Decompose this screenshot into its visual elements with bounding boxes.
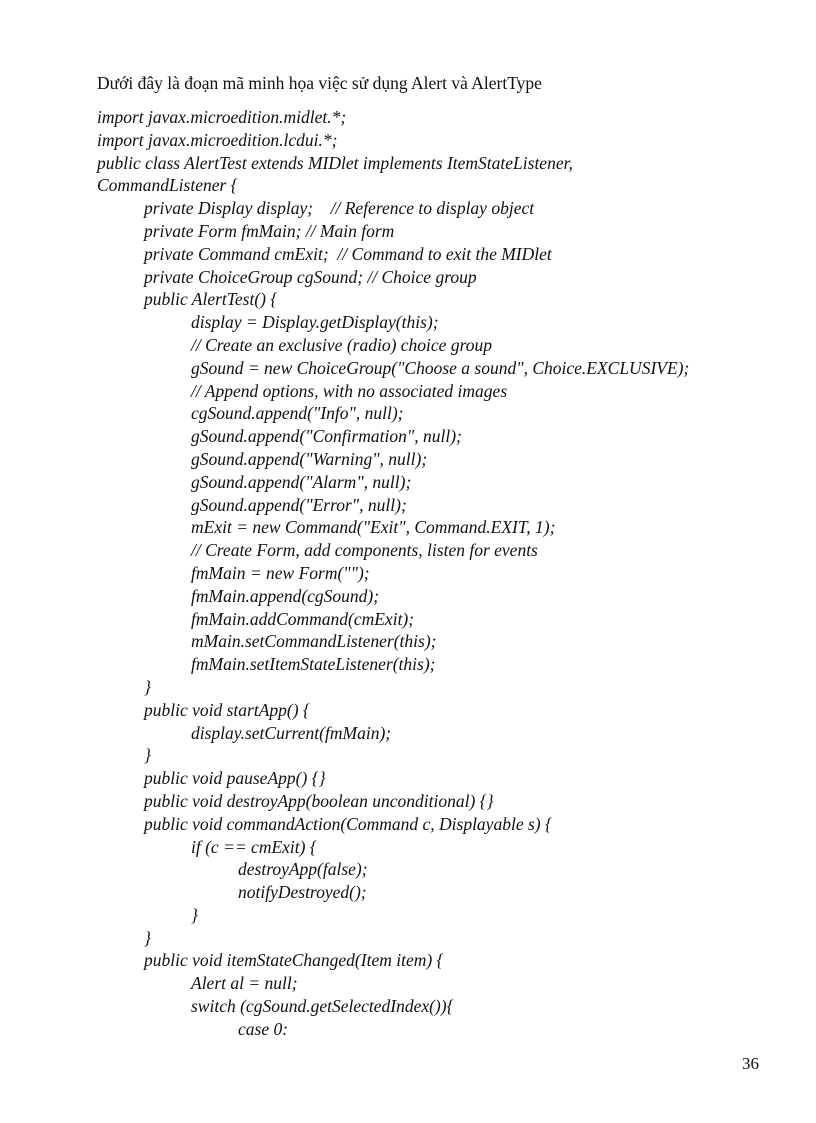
- code-line: // Create Form, add components, listen for events: [191, 540, 538, 561]
- code-line: // Append options, with no associated images: [191, 380, 508, 401]
- code-line: private Display display; // Reference to display object: [144, 198, 535, 219]
- code-line: import javax.microedition.lcdui.*;: [97, 129, 338, 150]
- code-line: fmMain.setItemStateListener(this);: [191, 654, 436, 675]
- code-line: switch (cgSound.getSelectedIndex()){: [191, 996, 454, 1017]
- code-line: private ChoiceGroup cgSound; // Choice group: [144, 266, 477, 287]
- code-line: CommandListener {: [97, 175, 238, 196]
- code-line: public AlertTest() {: [144, 289, 278, 310]
- code-line: import javax.microedition.midlet.*;: [97, 107, 347, 127]
- code-line: cgSound.append("Info", null);: [191, 403, 404, 424]
- code-line: public class AlertTest extends MIDlet implements ItemStateListener,: [97, 152, 573, 173]
- code-line: case 0:: [238, 1018, 289, 1039]
- code-line: public void pauseApp() {}: [144, 768, 326, 789]
- code-line: public void commandAction(Command c, Displayable s) {: [144, 813, 552, 834]
- code-line: mMain.setCommandListener(this);: [191, 631, 437, 652]
- code-line: Alert al = null;: [191, 973, 298, 994]
- code-line: gSound.append("Error", null);: [191, 494, 407, 515]
- code-line: public void destroyApp(boolean unconditional) {}: [144, 790, 494, 811]
- code-line: notifyDestroyed();: [238, 882, 367, 903]
- code-line: gSound = new ChoiceGroup("Choose a sound", Choice.EXCLUSIVE);: [191, 357, 690, 378]
- code-line: public void startApp() {: [144, 699, 310, 720]
- intro-paragraph: Dưới đây là đoạn mã minh họa việc sử dụng Alert và AlertType: [97, 73, 542, 93]
- code-line: fmMain.addCommand(cmExit);: [191, 608, 415, 629]
- page-number: 36: [742, 1054, 759, 1073]
- code-line: gSound.append("Warning", null);: [191, 448, 428, 469]
- code-line: display.setCurrent(fmMain);: [191, 722, 392, 743]
- code-line: private Command cmExit; // Command to exit the MIDlet: [144, 243, 552, 264]
- code-line: destroyApp(false);: [238, 859, 368, 880]
- code-line: gSound.append("Alarm", null);: [191, 471, 412, 492]
- code-listing: [97, 106, 689, 1041]
- code-line: mExit = new Command("Exit", Command.EXIT, 1);: [191, 517, 556, 538]
- code-line: fmMain = new Form("");: [191, 562, 370, 583]
- code-line: display = Display.getDisplay(this);: [191, 312, 439, 333]
- code-line: }: [191, 904, 198, 925]
- code-line: private Form fmMain; // Main form: [144, 220, 395, 241]
- code-line: }: [144, 745, 151, 766]
- code-line: public void itemStateChanged(Item item) {: [144, 950, 444, 971]
- code-line: }: [144, 927, 151, 948]
- code-line: }: [144, 676, 151, 697]
- code-line: if (c == cmExit) {: [191, 836, 317, 857]
- code-line: // Create an exclusive (radio) choice group: [191, 334, 492, 355]
- code-line: gSound.append("Confirmation", null);: [191, 426, 462, 447]
- code-line: fmMain.append(cgSound);: [191, 585, 380, 606]
